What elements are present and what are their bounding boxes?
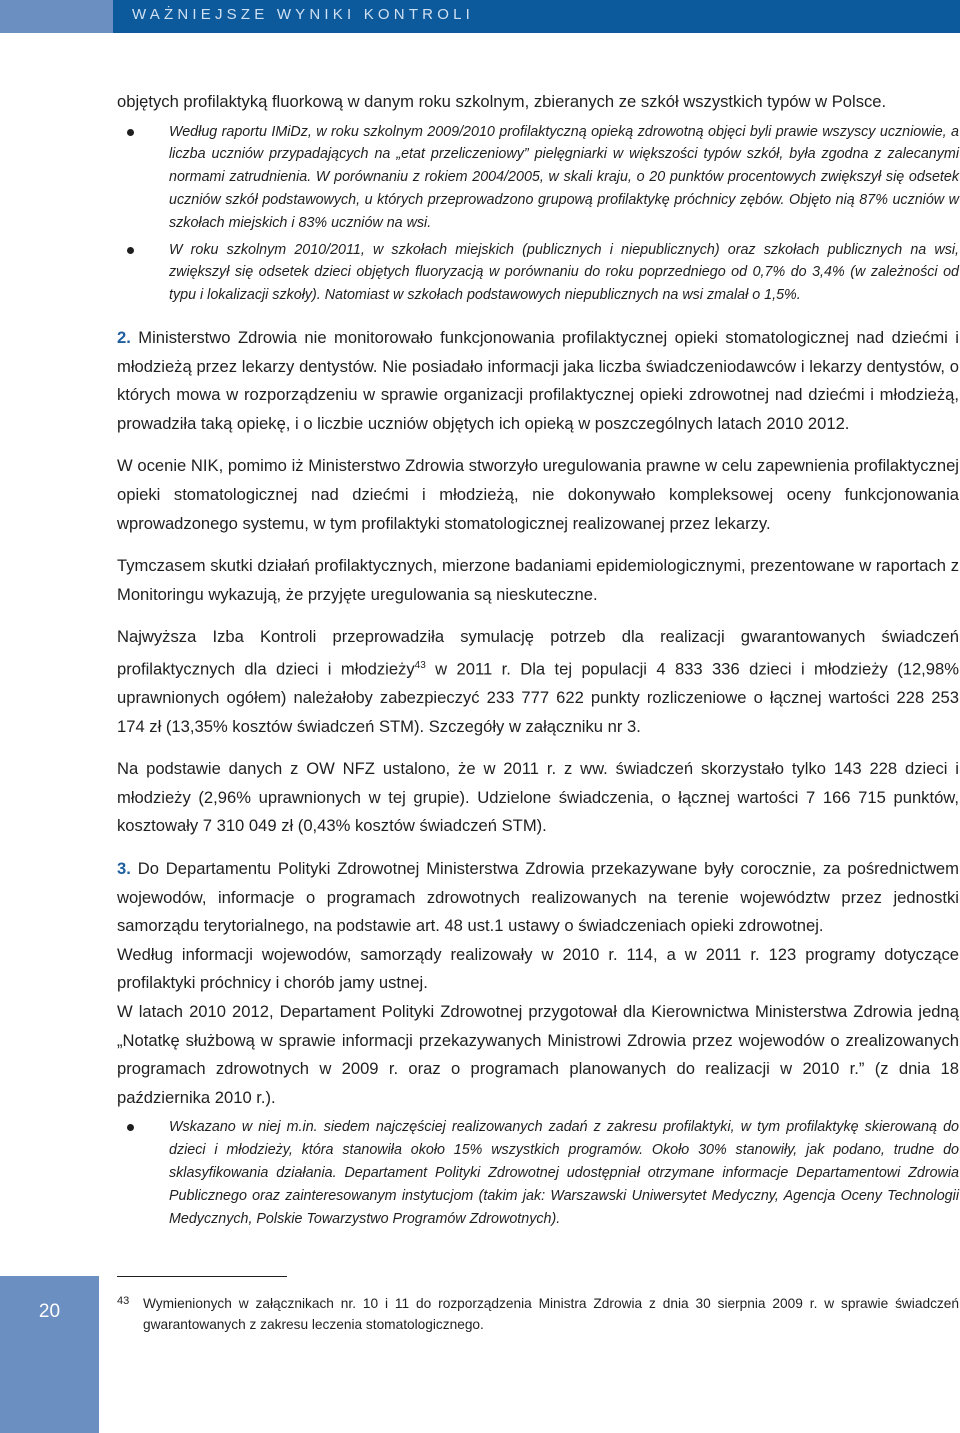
bullet-list-1: [117, 121, 959, 307]
latach-paragraph: W latach 2010 2012, Departament Polityki Zdrowotnej przygotował dla Kierownictwa Ministerstwa Zdrowia jedną „Notatkę służbową w sprawie informacji przekazywanych Ministrowi Zdrowia przez wojewodów o zrealizowanych programach zdrowotnych w 2009 r. oraz o programach planowanych do realizacji w 2010 r.” (z dnia 18 października 2010 r.).: [117, 1001, 959, 1107]
bullet-icon: [127, 129, 134, 136]
simulation-text-before: Najwyższa Izba Kontroli przeprowadziła symulację potrzeb dla realizacji gwarantowanych świadczeń profilaktycznych dla dzieci i młodzieży: [117, 627, 959, 679]
tymczasem-paragraph: Tymczasem skutki działań profilaktycznych, mierzone badaniami epidemiologicznymi, prezentowane w raportach z Monitoringu wykazują, że przyjęte uregulowania są nieskuteczne.: [117, 556, 959, 604]
bullet-text: Wskazano w niej m.in. siedem najczęściej realizowanych zadań z zakresu profilaktyki, w tym profilaktykę skierowaną do dzieci i młodzieży, która stanowiła około 15% wszystkich programów. Około 30% stanowiły, jak podano, trudne do sklasyfikowania działania. Departament Polityki Zdrowotnej udostępniał otrzymane informacje Departamentowi Zdrowia Publicznego oraz zainteresowanym instytucjom (takim jak: Warszawski Uniwersytet Medyczny, Agencja Oceny Technologii Medycznych, Polskie Towarzystwo Programów Zdrowotnych).: [169, 1119, 959, 1227]
section-number: 2.: [117, 327, 131, 347]
wojewodow-paragraph: Według informacji wojewodów, samorządy realizowały w 2010 r. 114, a w 2011 r. 123 programy dotyczące profilaktyki próchnicy i chorób jamy ustnej.: [117, 944, 959, 993]
simulation-text-after: w 2011 r. Dla tej populacji 4 833 336 dzieci i młodzieży (12,98% uprawnionych ogółem) należałoby zabezpieczyć 233 777 622 punkty rozliczeniowe o łącznej wartości 228 253 174 zł (13,35% kosztów świadczeń STM). Szczegóły w załączniku nr 3.: [117, 659, 959, 736]
bullet-item: [117, 239, 959, 307]
bullet-list-2: [117, 1116, 959, 1230]
page-number: 20: [38, 1301, 61, 1322]
footnote-number: 43: [117, 1295, 130, 1307]
bullet-icon: [127, 1124, 134, 1131]
section-header-title: WAŻNIEJSZE WYNIKI KONTROLI: [132, 6, 474, 23]
footnote-divider: [117, 1276, 287, 1277]
main-content: [117, 88, 959, 1230]
bullet-icon: [127, 247, 134, 254]
bullet-text: Według raportu IMiDz, w roku szkolnym 2009/2010 profilaktyczną opieką zdrowotną objęci byli prawie wszyscy uczniowie, a liczba uczniów przypadających na „etat przeliczeniowy” pielęgniarki w większości typów szkół, była zgodna z zalecanymi normami zatrudnienia. W porównaniu z rokiem 2004/2005, w skali kraju, o 20 punktów procentowych zwiększył się odsetek uczniów szkół podstawowych, u których przeprowadzono grupową profilaktykę próchnicy zębów. Objęto nią 87% uczniów w szkołach miejskich i 83% uczniów na wsi.: [169, 123, 959, 231]
footnote-reference[interactable]: 43: [414, 659, 426, 671]
page-number-block: [0, 1276, 99, 1433]
nik-assessment-paragraph: W ocenie NIK, pomimo iż Ministerstwo Zdrowia stworzyło uregulowania prawne w celu zapewnienia profilaktycznej opieki stomatologicznej nad dziećmi i młodzieżą, nie dokonywało kompleksowej oceny funkcjonowania wprowadzonego systemu, w tym profilaktyki stomatologicznej realizowanej przez lekarzy.: [117, 456, 959, 533]
ow-nfz-paragraph: Na podstawie danych z OW NFZ ustalono, że w 2011 r. z ww. świadczeń skorzystało tylko 143 228 dzieci i młodzieży (2,96% uprawnionych w tej grupie). Udzielone świadczenia, o łącznej wartości 7 166 715 punktów, kosztowały 7 310 049 zł (0,43% kosztów świadczeń STM).: [117, 759, 959, 836]
footnote: [117, 1294, 959, 1335]
bullet-item: [117, 121, 959, 235]
bullet-text: W roku szkolnym 2010/2011, w szkołach miejskich (publicznych i niepublicznych) oraz szkołach publicznych na wsi, zwiększył się odsetek dzieci objętych fluoryzacją w porównaniu do roku poprzedniego od 0,7% do 3,4% (w zależności od typu i lokalizacji szkoły). Natomiast w szkołach podstawowych niepublicznych na wsi zmalał o 1,5%.: [169, 241, 959, 304]
footnote-text: Wymienionych w załącznikach nr. 10 i 11 do rozporządzenia Ministra Zdrowia z dnia 30 sierpnia 2009 r. w sprawie świadczeń gwarantowanych z zakresu leczenia stomatologicznego.: [143, 1296, 959, 1332]
bullet-item: [117, 1116, 959, 1230]
section-2-text: Ministerstwo Zdrowia nie monitorowało funkcjonowania profilaktycznej opieki stomatologicznej nad dziećmi i młodzieżą przez lekarzy dentystów. Nie posiadało informacji jaka liczba świadczeniodawców i lekarzy dentystów, o których mowa w rozporządzeniu w sprawie organizacji profilaktycznej opieki zdrowotnej nad dziećmi i młodzieżą, prowadziła taką opiekę, i o liczbie uczniów objętych ich opieką w poszczególnych latach 2010 2012.: [117, 327, 959, 433]
section-3-text: Do Departamentu Polityki Zdrowotnej Ministerstwa Zdrowia przekazywane były corocznie, za pośrednictwem wojewodów, informacje o programach zdrowotnych realizowanych na terenie województw przez jednostki samorządu terytorialnego, na podstawie art. 48 ust.1 ustawy o świadczeniach opieki zdrowotnej.: [117, 859, 959, 936]
header-bar: [0, 0, 960, 33]
section-number: 3.: [117, 859, 131, 878]
header-corner-block: [0, 0, 113, 33]
intro-paragraph: objętych profilaktyką fluorkową w danym roku szkolnym, zbieranych ze szkół wszystkich typów w Polsce.: [117, 92, 887, 111]
section-3-paragraph: [117, 855, 959, 941]
simulation-paragraph: [117, 623, 959, 741]
section-2-paragraph: [117, 324, 959, 438]
